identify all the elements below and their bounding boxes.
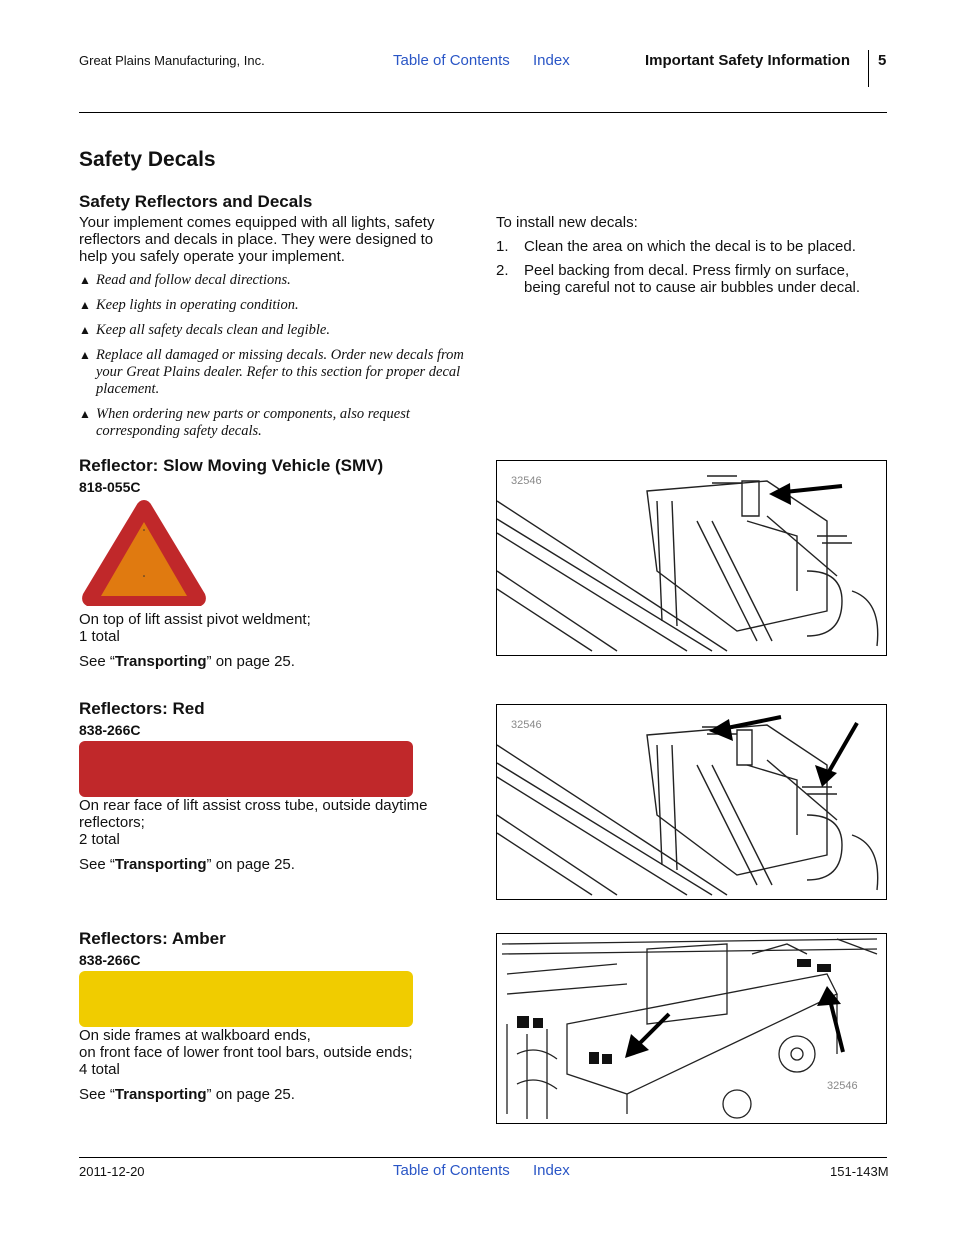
install-step: 1. Clean the area on which the decal is to be placed.	[496, 238, 856, 255]
bullet-item: ▲ Read and follow decal directions.	[79, 272, 291, 288]
figure-number: 32546	[511, 719, 542, 731]
red-heading: Reflectors: Red	[79, 699, 205, 718]
amber-heading: Reflectors: Amber	[79, 929, 226, 948]
implement-drawing	[497, 934, 886, 1123]
warning-triangle-icon: ▲	[79, 273, 91, 287]
section-title: Important Safety Information	[645, 52, 851, 69]
red-part-number: 838-266C	[79, 722, 141, 738]
bullet-item: ▲ Keep all safety decals clean and legible.	[79, 322, 330, 338]
install-lead: To install new decals:	[496, 214, 638, 231]
smv-see-reference: See “Transporting” on page 25.	[79, 653, 295, 670]
header-index-link[interactable]: Index	[533, 52, 570, 69]
safety-bullet-list	[79, 272, 469, 448]
smv-part-number: 818-055C	[79, 479, 141, 495]
bullet-item: ▲ Replace all damaged or missing decals. Order new decals from your Great Plains dealer. Refer to this section for proper decal placement.	[79, 347, 464, 397]
page-title: Safety Decals	[79, 148, 216, 171]
red-see-reference: See “Transporting” on page 25.	[79, 856, 295, 873]
footer-toc-link[interactable]: Table of Contents	[393, 1162, 510, 1179]
amber-part-number: 838-266C	[79, 952, 141, 968]
header-rule	[79, 112, 887, 113]
amber-location-2: on front face of lower front tool bars, outside ends;	[79, 1044, 413, 1061]
smv-count: 1 total	[79, 628, 120, 645]
figure-number: 32546	[511, 475, 542, 487]
page-number: 5	[878, 52, 887, 69]
amber-reflector-strip	[79, 971, 413, 1027]
red-location: On rear face of lift assist cross tube, outside daytime reflectors;	[79, 797, 428, 831]
figure-number: 32546	[827, 1080, 858, 1092]
install-steps	[496, 238, 886, 303]
amber-location: On side frames at walkboard ends,	[79, 1027, 311, 1044]
company-name: Great Plains Manufacturing, Inc.	[79, 53, 265, 68]
bullet-item: ▲ Keep lights in operating condition.	[79, 297, 299, 313]
footer-index-link[interactable]: Index	[533, 1162, 570, 1179]
header-divider	[868, 50, 869, 87]
smv-heading: Reflector: Slow Moving Vehicle (SMV)	[79, 456, 384, 475]
footer-rule	[79, 1157, 887, 1158]
footer-date: 2011-12-20	[79, 1164, 145, 1179]
footer-doc-number: 151-143M	[830, 1164, 889, 1179]
header-toc-link[interactable]: Table of Contents	[393, 52, 510, 69]
bullet-item: ▲ When ordering new parts or components, also request corresponding safety decals.	[79, 406, 410, 439]
smv-location: On top of lift assist pivot weldment;	[79, 611, 311, 628]
figure-smv-location	[496, 460, 887, 656]
warning-triangle-icon: ▲	[79, 348, 91, 362]
warning-triangle-icon: ▲	[79, 298, 91, 312]
amber-count: 4 total	[79, 1061, 120, 1078]
warning-triangle-icon: ▲	[79, 407, 91, 421]
install-step: 2. Peel backing from decal. Press firmly on surface, being careful not to cause air bubbles under decal.	[496, 262, 861, 296]
intro-text: Your implement comes equipped with all lights, safety reflectors and decals in place. They were designed to help you safely operate your implement.	[79, 214, 435, 265]
implement-drawing	[497, 461, 886, 655]
intro-heading: Safety Reflectors and Decals	[79, 192, 313, 211]
amber-see-reference: See “Transporting” on page 25.	[79, 1086, 295, 1103]
warning-triangle-icon: ▲	[79, 323, 91, 337]
figure-amber-location	[496, 933, 887, 1124]
red-count: 2 total	[79, 831, 120, 848]
red-reflector-strip	[79, 741, 413, 797]
smv-reflector-emblem	[79, 498, 209, 610]
implement-drawing	[497, 705, 886, 899]
figure-red-location	[496, 704, 887, 900]
